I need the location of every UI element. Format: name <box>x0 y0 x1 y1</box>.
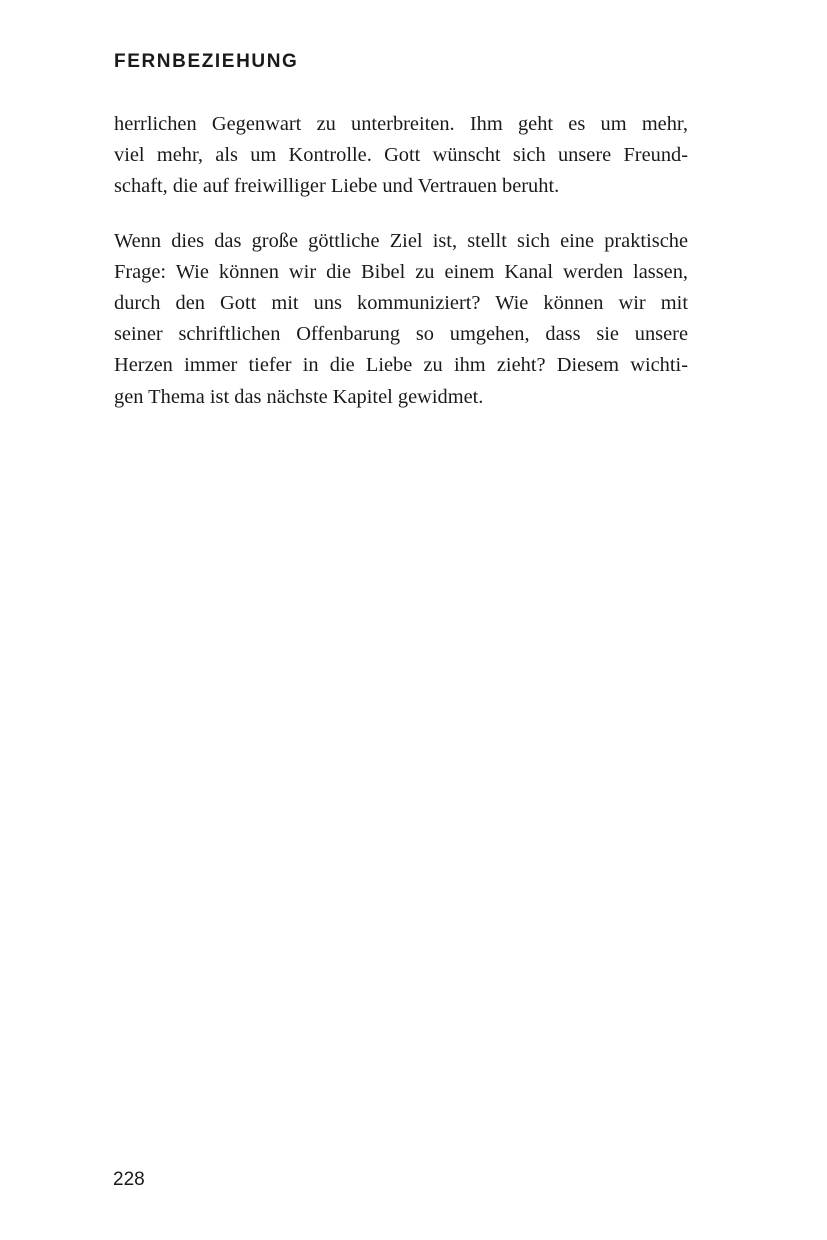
text-line: Wenn dies das große göttliche Ziel ist, stellt sich eine praktische <box>114 229 688 252</box>
text-line: viel mehr, als um Kontrolle. Gott wünscht sich unsere Freund- <box>114 144 688 167</box>
text-line: Herzen immer tiefer in die Liebe zu ihm zieht? Diesem wichti- <box>114 354 688 377</box>
text-line: Frage: Wie können wir die Bibel zu einem Kanal werden lassen, <box>114 260 688 283</box>
text-line: durch den Gott mit uns kommuniziert? Wie können wir mit <box>114 291 688 314</box>
running-head: FERNBEZIEHUNG <box>114 51 299 72</box>
paragraph <box>114 109 688 203</box>
text-line: herrlichen Gegenwart zu unterbreiten. Ihm geht es um mehr, <box>114 113 688 135</box>
text-line: seiner schriftlichen Offenbarung so umgehen, dass sie unsere <box>114 323 688 346</box>
paragraph <box>114 226 688 413</box>
page-number: 228 <box>113 1169 145 1190</box>
text-line: gen Thema ist das nächste Kapitel gewidmet. <box>114 385 484 408</box>
text-line: schaft, die auf freiwilliger Liebe und Vertrauen beruht. <box>114 175 560 198</box>
body-text <box>114 109 688 413</box>
